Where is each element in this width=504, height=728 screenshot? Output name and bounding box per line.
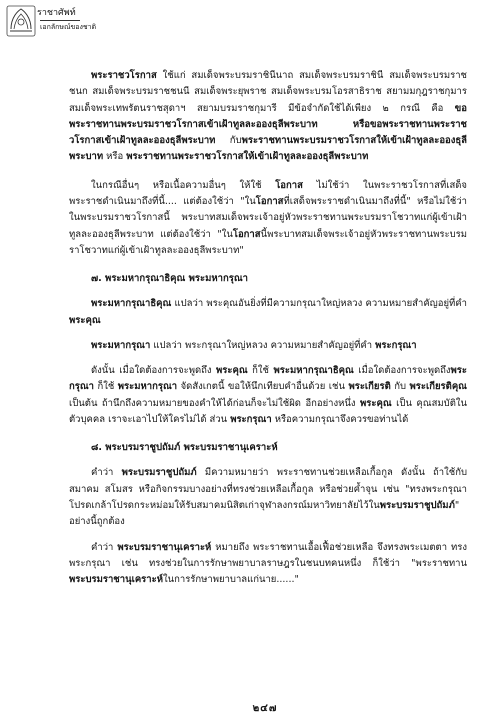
term-bold: พระมหากรุณา [91,339,151,351]
text: หมายถึง พระราชทานเอื้อเฟื้อช่วยเหลือ จึงทรงพระเมตตา ทรงพระกรุณา เช่น ทรงช่วยในการรักษาพยาบาลราษฎรในชนบทคนหนึ่ง ก็ใช้ว่า "พระราชทาน [69,541,467,569]
paragraph-okas [69,178,467,259]
paragraph-rachupatham [69,465,467,530]
paragraph-maha-karuna [69,338,467,354]
term-bold: พระบรมราชูปถัมภ์ [379,499,455,511]
header [6,5,156,43]
text: หรือความกรุณาจึงควรขอท่านได้ [271,414,409,426]
paragraph-vorokas [69,68,467,166]
text: ไม่ใช้ว่า ในพระราชวโรกาสที่เสด็จพระราชดำเนินมาถึงที่นี้.... แต่ต้องใช้ว่า "ใน [69,179,467,208]
term-bold: พระราชทานพระราชวโรกาสให้เข้าเฝ้าทูลละอองธุลีพระบาท [126,151,369,163]
term-bold: พระคุณ [216,365,248,377]
term-bold: พระราชทานพระบรมราชวโรกาสให้เข้าเฝ้าทูลละอองธุลีพระบาท [69,135,467,163]
term-bold: พระคุณ [360,397,392,409]
term-bold: พระราชวโรกาส [91,70,157,81]
term-bold: พระเกียรติคุณ [409,381,467,393]
term-bold: โอกาส [255,196,284,208]
header-divider [40,20,80,21]
text: กับ [215,135,242,147]
term-bold: พระบรมราชานุเคราะห์ [69,574,163,586]
text: มีความหมายว่า พระราชทานช่วยเหลือเกื้อกูล ดังนั้น ถ้าใช้กับสมาคม สโมสร หรือกิจกรรมบางอย่างที่ทรงช่วยเหลือเกื้อกูล หรือช่วยค้ำจุน เช่น "ทรงพระกรุณาโปรดเกล้าโปรดกระหม่อมให้รับสมาคมนิสิตเก่าจุฬาลงกรณ์มหาวิทยาลัยไว้ใน [69,467,467,511]
term-bold: พระบรมราชานุเคราะห์ [117,541,212,553]
section-heading-8: ๘. พระบรมราชูปถัมภ์ พระบรมราชานุเคราะห์ [91,442,278,454]
text: จัดสังเกตนี้ ขอให้นึกเทียบคำอื่นด้วย เช่น [177,381,349,393]
term-bold: พระกรุณา [69,365,467,393]
term-bold: พระคุณ [69,314,101,326]
text: ที่เสด็จพระราชดำเนินมาถึงที่นี้" หรือไม่ใช้ว่า ในพระบรมราชวโรกาสนี้ พระบาทสมเด็จพระเจ้าอยู่หัวพระราชทานพระบรมราโชวาทแก่ผู้เข้าเฝ้าทูลละอองธุลีพระบาท แต่ต้องใช้ว่า "ใน [69,196,467,240]
header-subtitle: เอกลักษณ์ของชาติ [40,23,97,31]
term-bold: พระมหากรุณาธิคุณ [91,298,172,310]
text: ในกรณีอื่นๆ หรือเนื้อความอื่นๆ ให้ใช้ [91,179,276,191]
text: ใช้แก่ สมเด็จพระบรมราชินีนาถ สมเด็จพระบรมราชินี สมเด็จพระบรมราชชนก สมเด็จพระบรมราชชนนี สมเด็จพระยุพราช สมเด็จพระบรมโอรสาธิราช สยามมกุฎราชกุมาร สมเด็จพระเทพรัตนราชสุดาฯ สยามบรมราชกุมารี มีข้อจำกัดใช้ได้เพียง ๒ กรณี คือ [69,70,467,114]
text: กับ [390,381,410,393]
text: " อย่างนี้ถูกต้อง [69,499,460,528]
term-bold: โอกาส [275,179,303,191]
document-body [69,68,467,588]
term-bold: โอกาส [232,228,261,240]
header-title: ราชาศัพท์ [37,8,76,18]
paragraph-usage-note [69,363,467,428]
text: ดังนั้น เมื่อใดต้องการจะพูดถึง [91,365,217,377]
text: แปลว่า พระกรุณาใหญ่หลวง ความหมายสำคัญอยู่ที่คำ [150,339,376,351]
term-bold: ขอพระราชทานพระบรมราชวโรกาสเข้าเฝ้าทูลละอองธุลีพระบาท หรือขอพระราชทานพระราชวโรกาสเข้าเฝ้าทูลละอองธุลีพระบาท [69,102,467,147]
text: ก็ใช้ [247,365,274,377]
term-bold: พระบรมราชูปถัมภ์ [121,467,197,479]
term-bold: พระกรุณา [375,339,417,351]
text: ก็ใช้ [94,381,118,393]
text: เป็นต้น ถ้านึกถึงความหมายของคำให้ได้ก่อนก็จะไม่ใช้ผิด อีกอย่างหนึ่ง [69,397,361,409]
text: คำว่า [91,467,122,479]
text: คำว่า [91,541,118,553]
text: เมื่อใดต้องการจะพูดถึง [353,365,451,377]
term-bold: พระกรุณา [230,414,272,426]
text: หรือ [103,151,127,163]
paragraph-maha-karunathikhun [69,296,467,329]
term-bold: พระมหากรุณาธิคุณ [273,365,354,377]
thai-ornament-logo-icon [6,5,36,37]
text: เป็น คุณสมบัติในตัวบุคคล เราจะเอาไปให้ใครไม่ได้ ส่วน [69,397,467,426]
text: ในการรักษาพยาบาลแก่นาย......" [162,574,299,586]
term-bold: พระมหากรุณา [117,381,178,393]
page-number: ๒๔๗ [252,703,278,714]
text: แปลว่า พระคุณอันยิ่งที่มีความกรุณาใหญ่หลวง ความหมายสำคัญอยู่ที่คำ [171,298,467,310]
section-heading-7: ๗. พระมหากรุณาธิคุณ พระมหากรุณา [91,273,248,285]
paragraph-rachanukhro [69,540,467,589]
text: นี้พระบาทสมเด็จพระเจ้าอยู่หัวพระราชทานพระบรมราโชวาทแก่ผู้เข้าเฝ้าทูลละอองธุลีพระบาท" [69,228,467,256]
term-bold: พระเกียรติ [348,381,391,393]
